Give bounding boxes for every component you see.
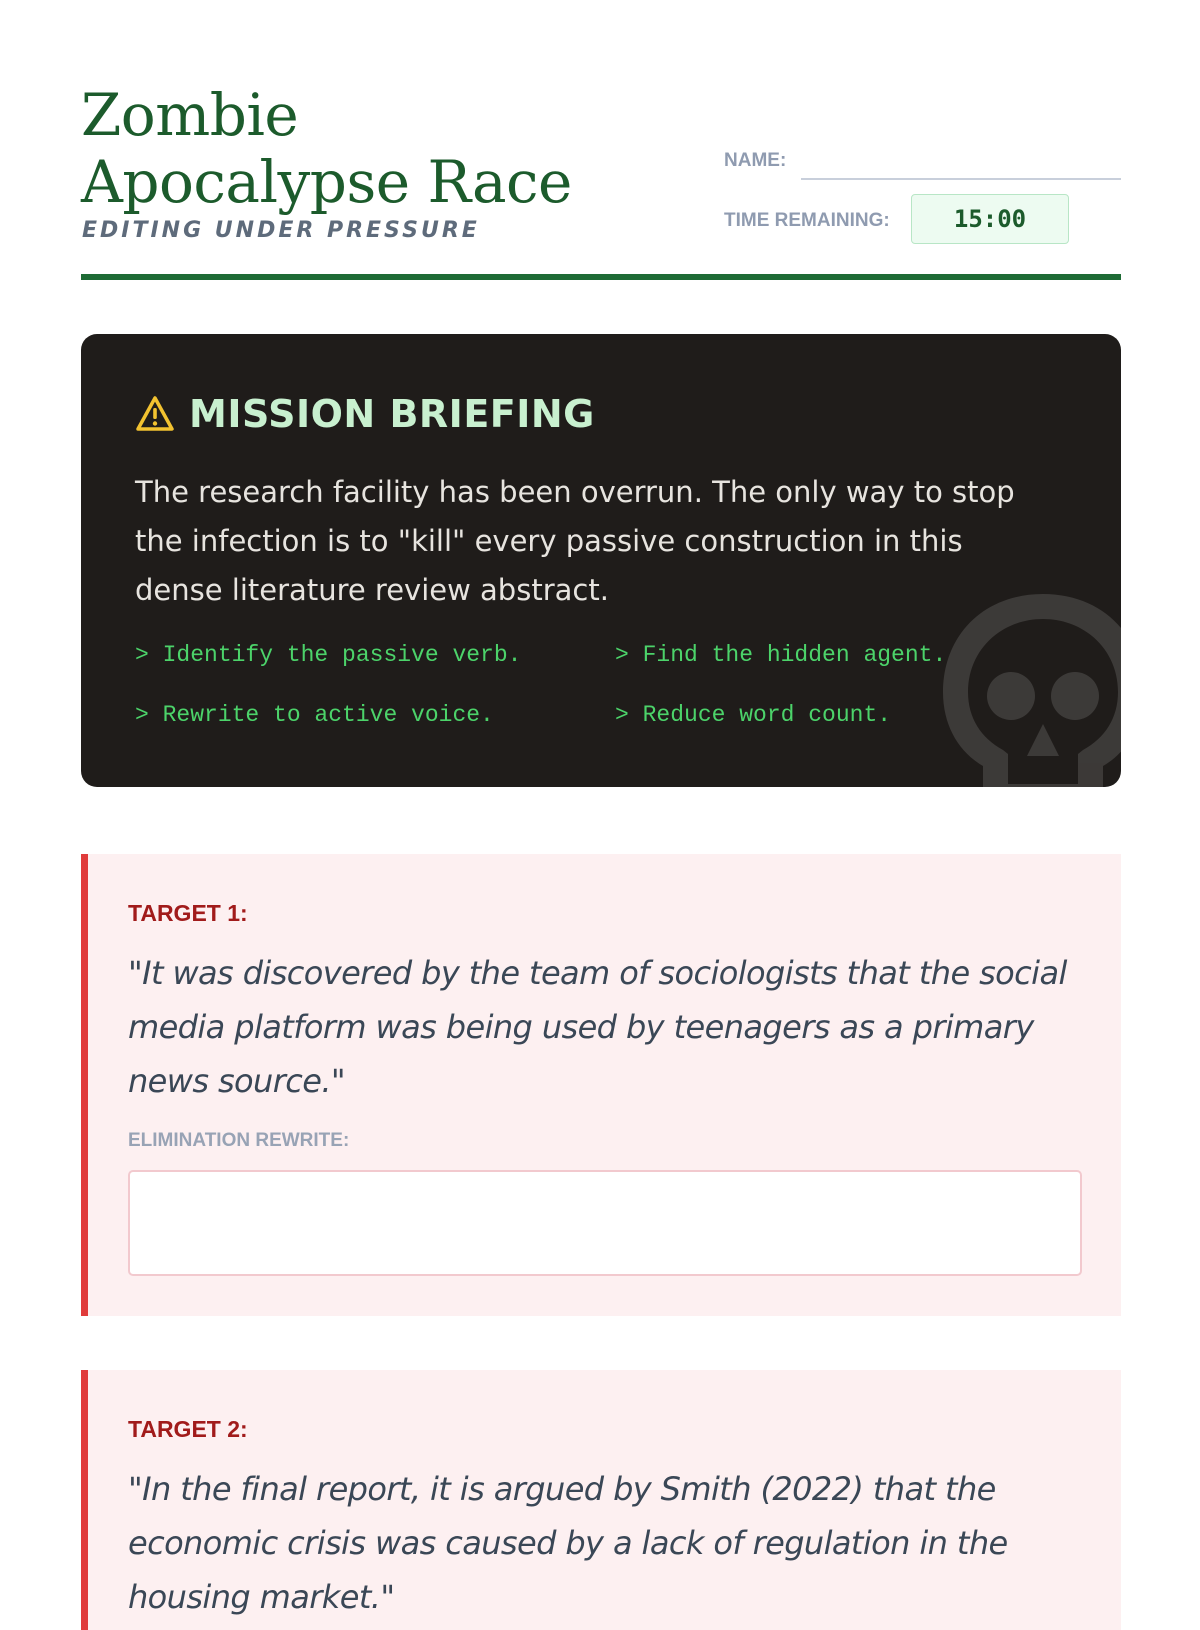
task-item: > Identify the passive verb. (135, 642, 522, 668)
mission-briefing-card (81, 334, 1121, 787)
target-sentence: "In the final report, it is argued by Smith (2022) that the economic crisis was caused by a lack of regulation in the housing market." (128, 1470, 1008, 1616)
rewrite-label: ELIMINATION REWRITE: (128, 1130, 350, 1151)
name-label: NAME: (724, 150, 787, 171)
elimination-rewrite-input[interactable] (128, 1170, 1082, 1276)
target-label: TARGET 1: (128, 900, 248, 926)
briefing-title: MISSION BRIEFING (189, 392, 595, 436)
task-item: > Find the hidden agent. (615, 642, 947, 668)
target-card (81, 854, 1121, 1316)
warning-icon (135, 394, 175, 434)
target-card (81, 1370, 1121, 1630)
target-label: TARGET 2: (128, 1416, 248, 1442)
skull-icon (933, 584, 1121, 787)
page-title: Zombie Apocalypse Race (81, 81, 572, 216)
target-sentence: "It was discovered by the team of sociologists that the social media platform was being used by teenagers as a primary news source." (128, 954, 1067, 1100)
briefing-heading (135, 392, 595, 436)
time-remaining-label: TIME REMAINING: (724, 210, 890, 231)
page-subtitle: EDITING UNDER PRESSURE (82, 218, 480, 243)
name-field[interactable] (801, 178, 1121, 180)
task-item: > Rewrite to active voice. (135, 702, 494, 728)
task-item: > Reduce word count. (615, 702, 892, 728)
timer-display: 15:00 (911, 194, 1069, 244)
briefing-text: The research facility has been overrun. The only way to stop the infection is to "kill" every passive construction in this dense literature review abstract. (135, 475, 1015, 607)
worksheet-header (81, 0, 1121, 280)
